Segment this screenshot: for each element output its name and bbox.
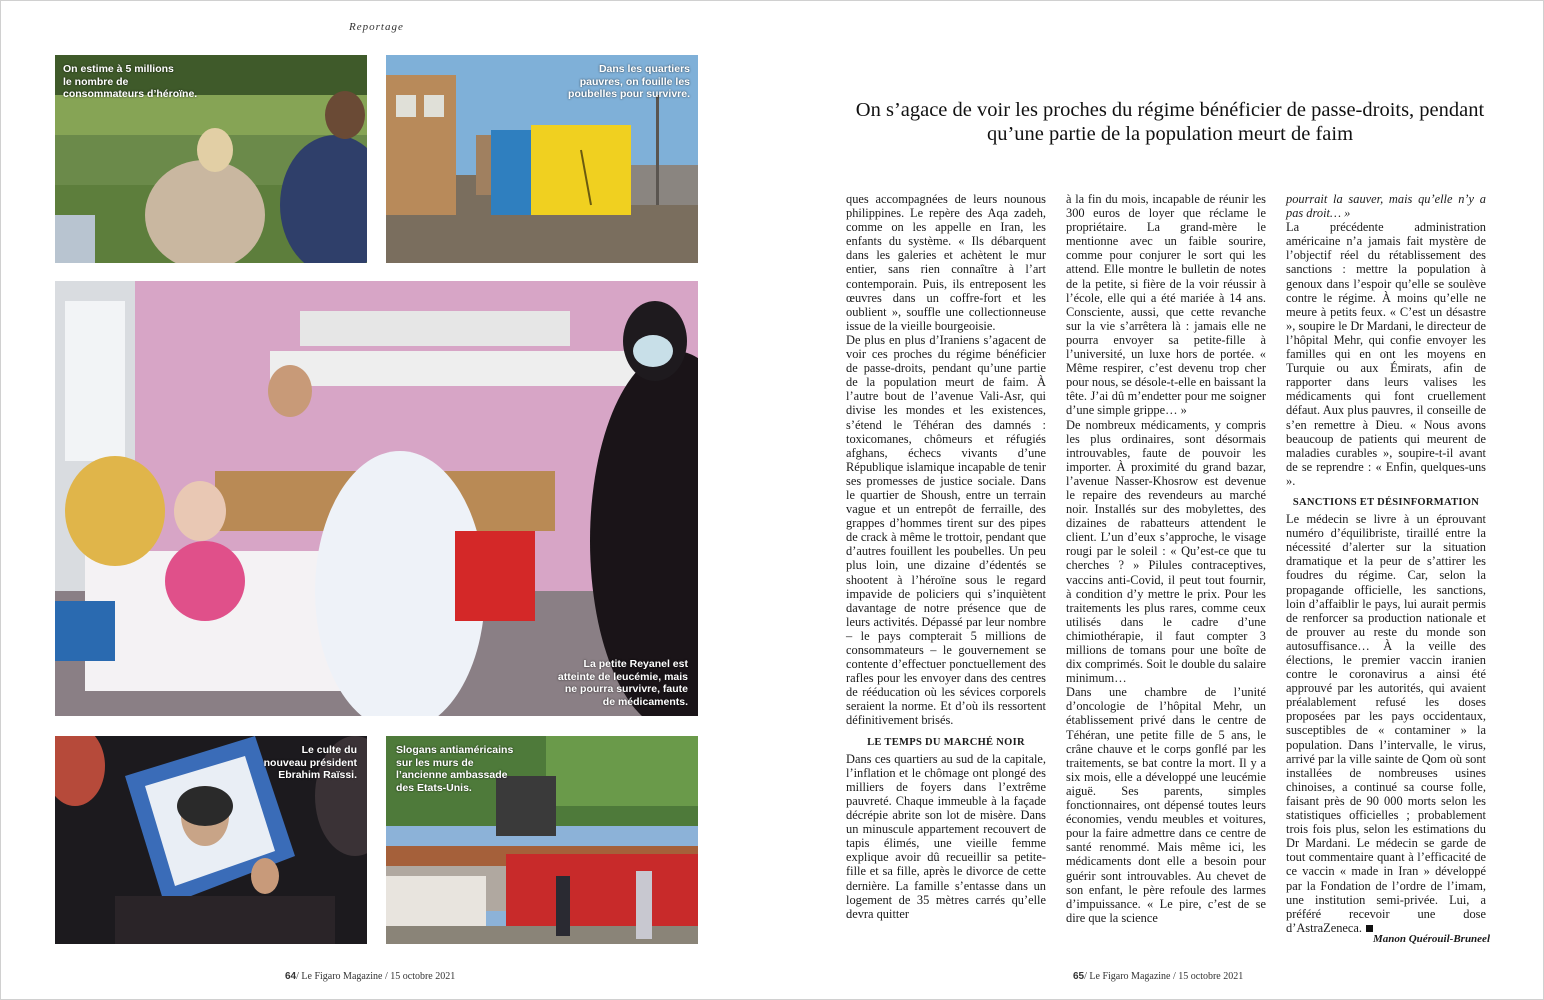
folio-right xyxy=(1073,971,1243,982)
column-1-paragraph-3: Dans ces quartiers au sud de la capitale, l’inflation et le chômage ont plongé des milliers de foyers dans l’extrême pauvreté. Chaque immeuble à la façade décrépie abrite son lot de misère. Dans un minuscule appartement recouvert de tapis élimés, une vieille femme explique avoir dû recueillir sa petite-fille et sa fille, après le divorce de cette dernière. La famille s’entasse dans un logement de 35 mètres carrés qu’elle devra quitter xyxy=(846,751,1046,921)
column-3-paragraph-1: pourrait la sauver, mais qu’elle n’y a pas droit… » xyxy=(1286,192,1486,221)
photo-raissi-caption: Le culte du nouveau président Ebrahim Raïssi. xyxy=(263,744,357,781)
section-label: Reportage xyxy=(349,21,404,33)
column-2-paragraph-2: De nombreux médicaments, y compris les plus ordinaires, sont désormais introuvables, faute de pouvoir les importer. À proximité du grand bazar, l’avenue Nasser-Khosrow est devenue le repaire des revendeurs au marché noir. Installés sur des mobylettes, des dizaines de rabatteurs attendent le client. L’un d’eux s’approche, le visage rougi par le soleil : « Qu’est-ce que tu cherches ? » Pilules contraceptives, vaccins anti-Covid, il peut tout fournir, à condition d’y mettre le prix. Pour les traitements les plus rares, comme ceux utilisés dans le cadre d’une chimiothérapie, il faut compter 3 millions de tomans pour une boîte de dix comprimés. Soit le double du salaire minimum… xyxy=(1066,417,1266,686)
column-3-paragraph-2: La précédente administration américaine n’a jamais fait mystère de l’objectif réel du rétablissement des sanctions : mettre la population à genoux dans l’espoir qu’elle se soulève contre le régime. À moins qu’elle ne meure à petits feux. « C’est un désastre », soupire le Dr Mardani, le directeur de l’hôpital Mehr, qui confie envoyer les familles qui en ont les moyens en Turquie ou aux Émirats, afin de rapporter dans leurs valises les médicaments qui font cruellement défaut. Aux plus pauvres, il conseille de s’en remettre à Dieu. « Nous avons beaucoup de patients qui meurent de maladies curables », soupire-t-il avant de se reprendre : « Enfin, quelques-uns ». xyxy=(1286,220,1486,488)
end-mark-icon xyxy=(1366,925,1373,932)
column-2-paragraph-3: Dans une chambre de l’unité d’oncologie de l’hôpital Mehr, un établissement privé dans le centre de Téhéran, une petite fille de 5 ans, le crâne chauve et le corps gonflé par les traitements, se bat contre la mort. Il y a six mois, elle a développé une leucémie aiguë. Ses parents, simples fonctionnaires, ont dépensé toutes leurs économies, vendu meubles et voitures, pour la faire admettre dans ce centre de santé renommé. Mais même ici, les médicaments dont elle a besoin pour guérir sont introuvables. Au chevet de son enfant, le père refoule des larmes d’impuissance. « Le pire, c’est de se dire que la science xyxy=(1066,685,1266,925)
subhead-marche-noir: LE TEMPS DU MARCHÉ NOIR xyxy=(867,736,1025,748)
text-column-1 xyxy=(846,192,1046,952)
photo-hospital-caption: La petite Reyanel est atteinte de leucémie, mais ne pourra survivre, faute de médicaments. xyxy=(557,658,688,708)
folio-right-number: 65 xyxy=(1073,971,1085,982)
photo-street-caption: Dans les quartiers pauvres, on fouille les poubelles pour survivre. xyxy=(568,63,690,100)
photo-hospital xyxy=(55,281,698,716)
text-column-3 xyxy=(1286,192,1486,952)
column-3-paragraph-3-text: Le médecin se livre à un éprouvant numéro d’équilibriste, tiraillé entre la nécessité d’alerter sur la situation dramatique et la peur de s’attirer les foudres du régime. Car, selon la propagande officielle, les sanctions, loin d’affaiblir le pays, lui aurait permis de renforcer sa production nationale et de prouver au reste du monde son autosuffisance… À la veille des élections, le premier vaccin iranien contre le coronavirus a ainsi été approuvé par les autorités, qui avaient préalablement refusé les doses proposées par les pays occidentaux, susceptibles de « contaminer » la population. Dans l’intervalle, le virus, arrivé par la ville sainte de Qom où sont installées de nombreuses usines chinoises, a continué sa course folle, faisant près de 90 000 morts selon les statistiques officielles ; probablement trois fois plus, selon les estimations du Dr Mardani. Le médecin se garde de tout commentaire quant à l’efficacité de ce vaccin « made in Iran » développé par la Fondation de l’ordre de l’imam, une institution semi-privée. Lui, a préféré recevoir une dose d’AstraZeneca. xyxy=(1286,512,1486,935)
column-3-paragraph-3 xyxy=(1286,512,1486,935)
column-2-paragraph-1: à la fin du mois, incapable de réunir les 300 euros de loyer que réclame le propriétaire. La grand-mère le mentionne avec un faible sourire, comme pour conjurer le sort qui les attend. Elle montre le bulletin de notes de la petite, si fière de la voir réussir à l’école, elle qui a été mariée à 14 ans. Consciente, aussi, que cette revanche sur la vie s’arrêtera là : jamais elle ne pourra envoyer sa petite-fille à l’université, un luxe hors de portée. « Même respirer, c’est devenu trop cher pour nous, se désole-t-elle en baissant la tête. J’ai dû m’endetter pour me soigner d’une simple grippe… » xyxy=(1066,192,1266,418)
photo-raissi xyxy=(55,736,367,944)
folio-left-text: / Le Figaro Magazine / 15 octobre 2021 xyxy=(296,971,456,982)
text-column-2 xyxy=(1066,192,1266,952)
photo-street xyxy=(386,55,698,263)
pull-quote: On s’agace de voir les proches du régime bénéficier de passe-droits, pendant qu’une partie de la population meurt de faim xyxy=(855,99,1485,145)
photo-embassy-caption: Slogans antiaméricains sur les murs de l’ancienne ambassade des Etats-Unis. xyxy=(396,744,514,794)
column-1-paragraph-2: De plus en plus d’Iraniens s’agacent de voir ces proches du régime bénéficier de passe-droits, pendant qu’une partie de la population meurt de faim. À l’autre bout de l’avenue Vali-Asr, qui divise les mondes et les existences, s’étend le Téhéran des damnés : toxicomanes, chômeurs et réfugiés afghans, échecs vivants d’une République islamique incapable de tenir ses promesses de justice sociale. Dans le quartier de Shoush, entre un terrain vague et un entrepôt de ferraille, des grappes d’hommes tirent sur des pipes de crack à même le trottoir, pendant que d’autres fouillent les poubelles. Un peu plus loin, une dizaine d’édentés se shootent à l’héroïne sous le regard impavide de policiers qui s’inquiètent davantage de notre présence que de leurs activités. Dépassé par leur nombre – le pays compterait 5 millions de consommateurs – le gouvernement se contente d’effectuer ponctuellement des rafles pour les envoyer dans des centres de rééducation où les sévices corporels seraient la norme. Et d’où ils ressortent définitivement brisés. xyxy=(846,332,1046,728)
photo-heroin-users xyxy=(55,55,367,263)
column-1-paragraph-1: ques accompagnées de leurs nounous philippines. Le repère des Aqa zadeh, comme on les appelle en Iran, les enfants du système. « Ils débarquent dans les galeries et achètent le mur entier, sans rien connaître à l’art contemporain. Puis, ils entreposent les œuvres dans un coffre-fort et les oublient », souffle une collectionneuse issue de la vieille bourgeoisie. xyxy=(846,192,1046,333)
subhead-sanctions: SANCTIONS ET DÉSINFORMATION xyxy=(1292,496,1480,508)
folio-left xyxy=(285,971,455,982)
byline: Manon Quérouil-Bruneel xyxy=(1372,933,1490,945)
photo-hospital-image xyxy=(55,281,698,716)
folio-right-text: / Le Figaro Magazine / 15 octobre 2021 xyxy=(1084,971,1244,982)
photo-embassy xyxy=(386,736,698,944)
photo-heroin-caption: On estime à 5 millions le nombre de consommateurs d’héroïne. xyxy=(63,63,198,100)
folio-left-number: 64 xyxy=(285,971,297,982)
